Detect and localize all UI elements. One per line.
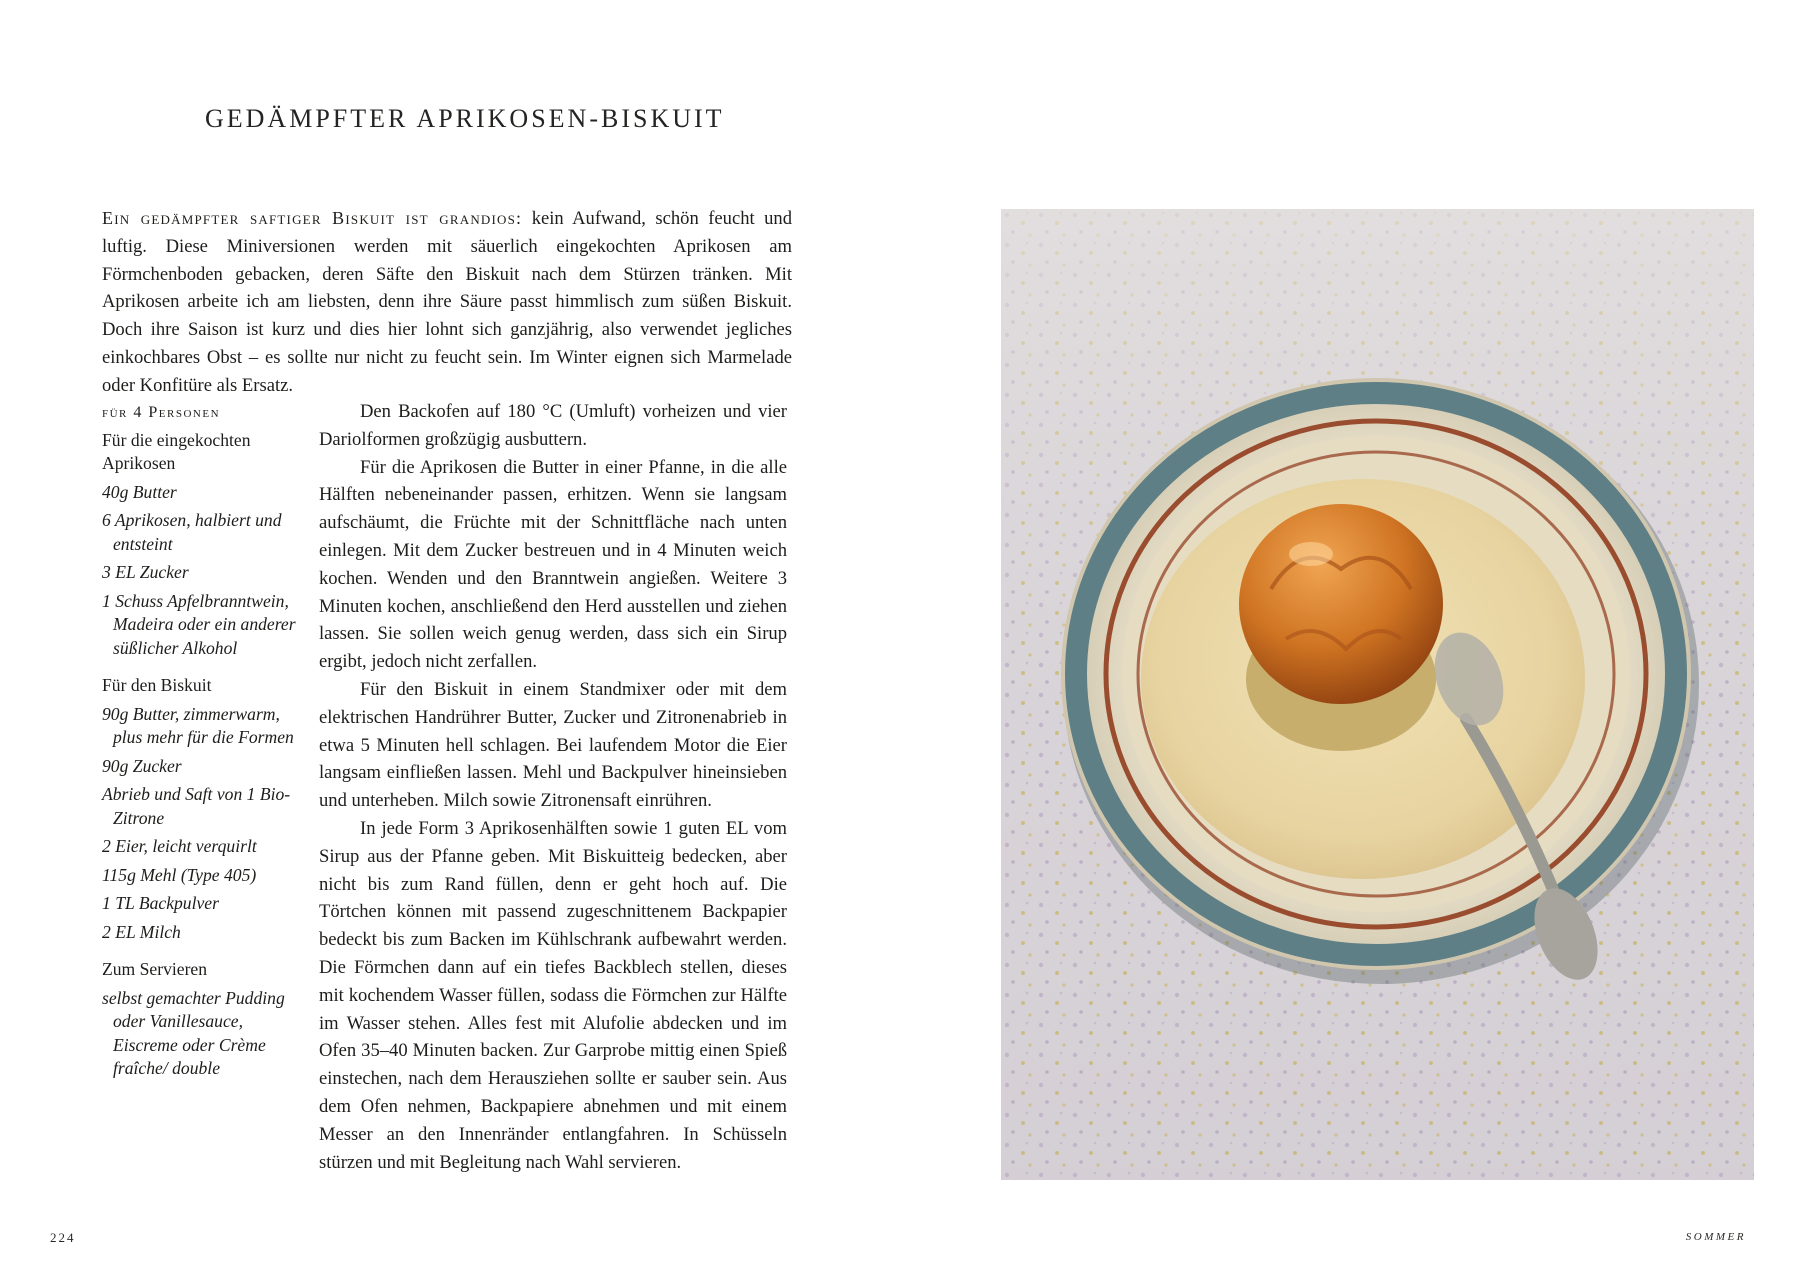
recipe-intro <box>102 205 792 400</box>
method-column <box>319 398 787 1176</box>
apricot-top <box>1239 504 1443 704</box>
ingredient-item: Abrieb und Saft von 1 Bio-Zitrone <box>102 784 291 828</box>
method-step: Für den Biskuit in einem Standmixer oder mit dem elektrischen Handrührer Butter, Zucker und Zitronenabrieb in etwa 5 Minuten hell schlagen. Bei laufendem Motor die Eier langsam einfließen lassen. Mehl und Backpulver hineinsieben und unterheben. Milch sowie Zitronensaft einrühren. <box>319 678 787 812</box>
ingredient-item: 90g Zucker <box>102 755 182 776</box>
ingredient-item: 3 EL Zucker <box>102 562 189 582</box>
ingredient-item: selbst gemachter Pudding oder Vanillesauce, Eiscreme oder Crème fraîche/ double <box>102 987 285 1078</box>
method-step: Für die Aprikosen die Butter in einer Pfanne, in die alle Hälften nebeneinander passen, erhitzen. Wenn sie langsam aufschäumt, die Früchte mit der Schnittfläche nach unten einlegen. Mit dem Zucker bestreuen und in 4 Minuten weich kochen. Wenden und den Branntwein angießen. Weitere 3 Minuten kochen, anschließend den Herd ausstellen und ziehen lassen. Sie sollen weich genug werden, dass sich ein Sirup ergibt, jedoch nicht zerfallen. <box>319 456 787 673</box>
ingredient-item: 115g Mehl (Type 405) <box>102 864 257 885</box>
method-step: In jede Form 3 Aprikosenhälften sowie 1 guten EL vom Sirup aus der Pfanne geben. Mit Biskuitteig bedecken, aber nicht bis zum Rand füllen, denn er geht hoch auf. Die Törtchen können mit passend zugeschnittenem Backpapier bedeckt bis zum Backen im Kühlschrank aufbewahrt werden. Die Förmchen dann auf ein tiefes Backblech stellen, dieses mit kochendem Wasser füllen, sodass die Förmchen zur Hälfte im Wasser stehen. Alles fest mit Alufolie abdecken und im Ofen 35–40 Minuten backen. Zur Garprobe mittig einen Spieß einstechen, nach dem Herausziehen sollte er sauber sein. Aus dem Ofen nehmen, Backpapiere abnehmen und mit einem Messer an den Innenränder entlangfahren. In Schüsseln stürzen und mit Begleitung nach Wahl servieren. <box>319 817 787 1173</box>
ingredient-group-heading: Zum Servieren <box>102 959 208 979</box>
page-number: 224 <box>50 1230 76 1245</box>
ingredient-group-heading: Für die eingekochten Aprikosen <box>102 429 251 473</box>
section-running-head: SOMMER <box>1685 1231 1746 1243</box>
recipe-title: GEDÄMPFTER APRIKOSEN-BISKUIT <box>205 104 725 133</box>
ingredient-item: 1 Schuss Apfelbranntwein, Madeira oder ein anderer süßlicher Alkohol <box>102 590 296 658</box>
apricot-gloss <box>1289 542 1333 566</box>
ingredient-group-heading: Für den Biskuit <box>102 675 212 695</box>
ingredient-item: 2 EL Milch <box>102 921 181 942</box>
ingredient-item: 6 Aprikosen, halbiert und entsteint <box>102 510 282 554</box>
ingredient-item: 1 TL Backpulver <box>102 893 219 913</box>
dessert-photo-illustration <box>1001 209 1754 1180</box>
ingredient-item: 90g Butter, zimmerwarm, plus mehr für die Formen <box>102 703 294 747</box>
ingredients-column <box>102 401 302 1081</box>
serves-label: für 4 Personen <box>102 404 221 421</box>
dessert-photo <box>1001 209 1754 1180</box>
method-step: Den Backofen auf 180 °C (Umluft) vorheizen und vier Dariolformen großzügig ausbuttern. <box>319 401 787 450</box>
ingredient-item: 2 Eier, leicht verquirlt <box>102 836 257 856</box>
ingredient-item: 40g Butter <box>102 481 177 502</box>
intro-body: kein Aufwand, schön feucht und luftig. Diese Miniversionen werden mit säuerlich eingekochten Aprikosen am Förmchenboden gebacken, deren Säfte den Biskuit nach dem Stürzen tränken. Mit Aprikosen arbeite ich am liebsten, denn ihre Säure passt himmlisch zum süßen Biskuit. Doch ihre Saison ist kurz und dies hier lohnt sich ganzjährig, also verwendet jegliches einkochbares Obst – es sollte nur nicht zu feucht sein. Im Winter eignen sich Marmelade oder Konfitüre als Ersatz. <box>102 208 792 396</box>
intro-lead: Ein gedämpfter saftiger Biskuit ist grandios: <box>102 208 523 228</box>
